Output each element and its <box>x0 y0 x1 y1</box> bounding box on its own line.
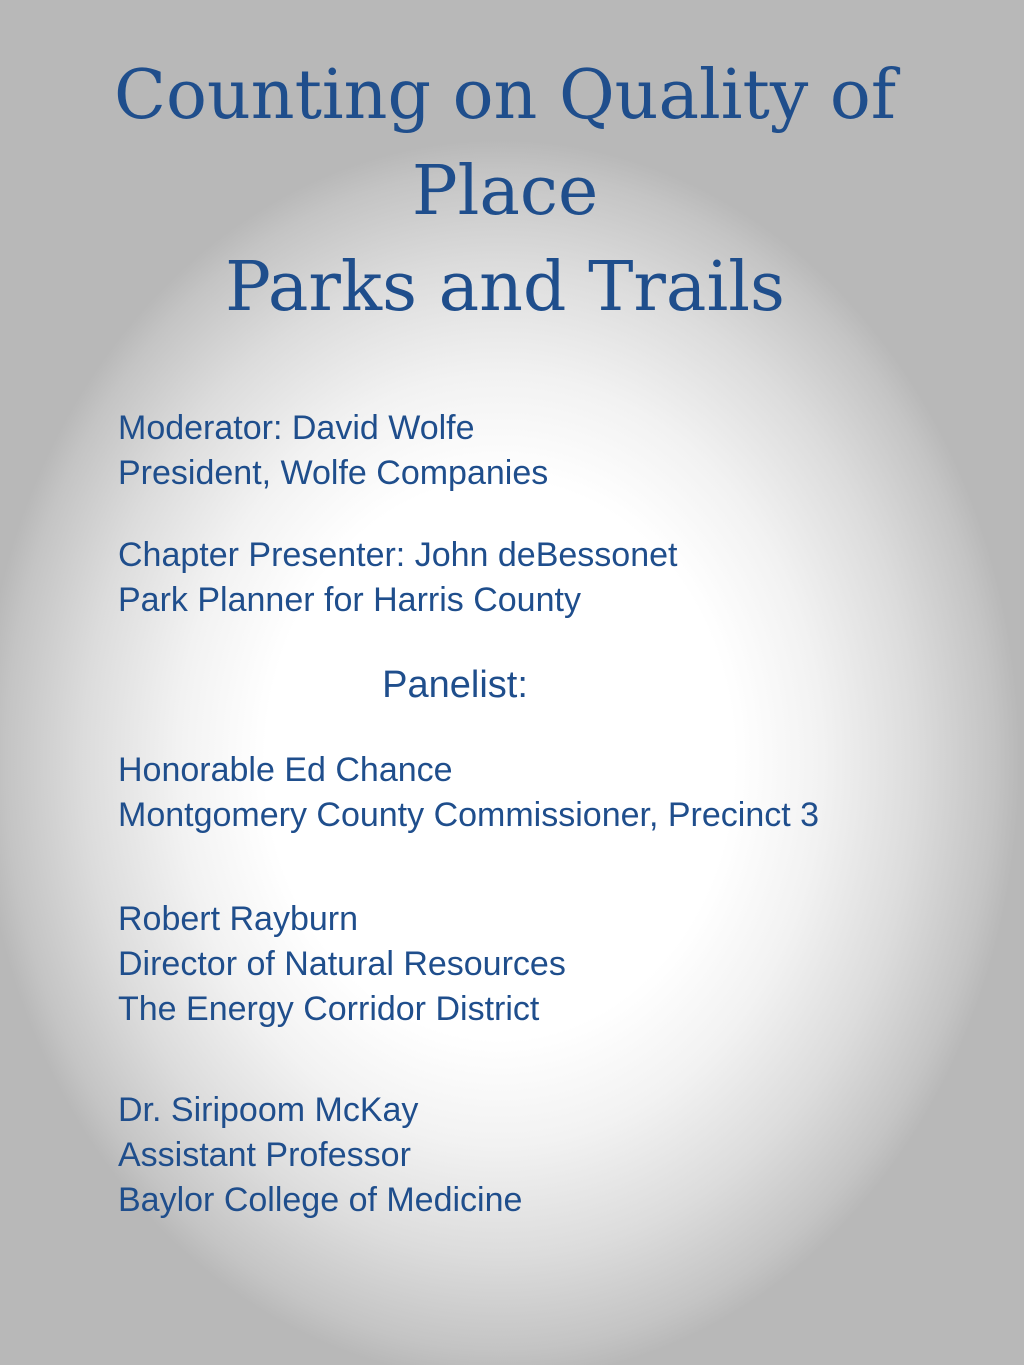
panelist-block <box>118 897 566 1032</box>
title-line-3: Parks and Trails <box>225 248 785 327</box>
presenter-name: Chapter Presenter: John deBessonet <box>118 536 678 574</box>
moderator-block <box>118 406 548 496</box>
presenter-block <box>118 533 677 623</box>
panelist-organization: Baylor College of Medicine <box>118 1181 523 1219</box>
panelist-block <box>118 1088 522 1223</box>
panelist-title: Director of Natural Resources <box>118 945 566 983</box>
moderator-name: Moderator: David Wolfe <box>118 409 475 447</box>
panelist-organization: The Energy Corridor District <box>118 990 540 1028</box>
panelist-name: Robert Rayburn <box>118 900 359 938</box>
slide-title <box>0 48 1010 336</box>
panelist-title: Montgomery County Commissioner, Precinct 3 <box>118 796 820 834</box>
title-line-1: Counting on Quality of <box>114 56 896 135</box>
moderator-title: President, Wolfe Companies <box>118 454 549 492</box>
panelist-name: Dr. Siripoom McKay <box>118 1091 419 1129</box>
title-line-2: Place <box>411 152 599 231</box>
panelist-title: Assistant Professor <box>118 1136 411 1174</box>
panelist-block <box>118 748 819 838</box>
presenter-title: Park Planner for Harris County <box>118 581 581 619</box>
panelist-heading: Panelist: <box>382 664 528 706</box>
panelist-name: Honorable Ed Chance <box>118 751 453 789</box>
